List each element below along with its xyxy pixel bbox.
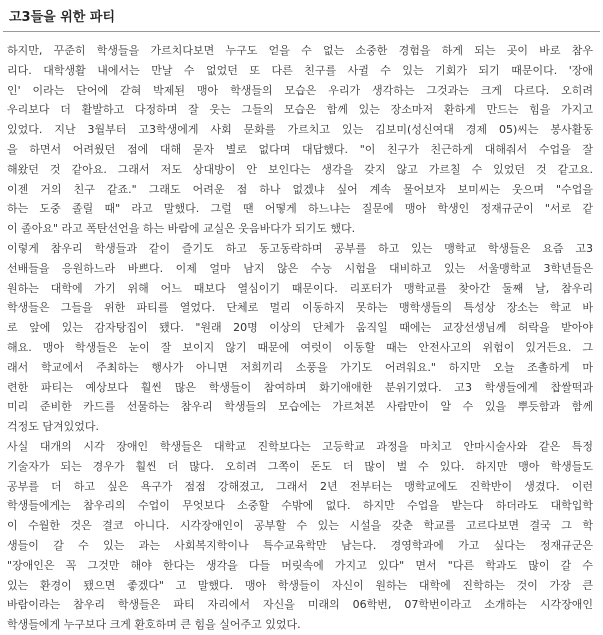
body-line: 생들이 갈 수 있는 과는 사회복지학이나 특수교육학만 남는다. 경영학과에 가고 싶다는 정재규군은	[7, 538, 593, 552]
body-line: 바람이라는 참우리 학생들은 파티 자리에서 자신을 미래의 06학번, 07학번이라고 소개하는 시각장애인	[7, 598, 593, 612]
body-line: "장애인은 꼭 그것만 해야 한다는 생각을 다들 머릿속에 가지고 있다" 면서 "다른 학과도 많이 갈 수	[7, 558, 593, 572]
body-line: 이렇게 참우리 학생들과 같이 즐기도 하고 동고동락하며 공부를 하고 있는 맹학교 학생들은 요즘 고3	[7, 241, 593, 255]
body-line: 학생들에게 누구보다 크게 환호하며 큰 힘을 실어주고 있었다.	[7, 618, 301, 632]
body-line: 을 하면서 어려웠던 점에 대해 묻자 별로 없다며 대답했다. "이 친구가 친근하게 대해줘서 수업을 잘	[7, 142, 593, 156]
body-line: 로 앞에 있는 감자탕집이 됐다. "원래 20명 이상의 단체가 움직일 때에는 교장선생님께 허락을 받아야	[7, 321, 593, 335]
body-line: 이 졸아요" 라고 폭탄선언을 하는 바람에 교실은 웃음바다가 되기도 했다.	[7, 222, 356, 236]
body-line: 하는 도중 졸릴 때" 라고 말했다. 그럴 땐 어떻게 하느냐는 질문에 맹아 학생인 정재규군이 "서로 같	[7, 202, 593, 216]
body-line: 기술자가 되는 경우가 훨씬 더 많다. 오히려 그쪽이 돈도 더 많이 벌 수 있다. 하지만 맹아 학생들도	[7, 459, 593, 473]
body-line: 리다. 대학생활 내에서는 만날 수 없었던 또 다른 친구를 사귈 수 있는 기회가 되기 때문이다. '장애	[7, 63, 593, 77]
article-title: 고3들을 위한 파티	[9, 10, 116, 25]
body-line: 있었다. 지난 3월부터 고3학생에게 사회 문화를 가르치고 있는 김보미(성신여대 경제 05)씨는 봉사활동	[7, 123, 593, 137]
article-body	[7, 41, 593, 635]
body-line: 학생들에게는 참우리의 수업이 무엇보다 소중할 수밖에 없다. 하지만 수업을 받는다 하더라도 대학입학	[7, 499, 593, 513]
body-line: 있는 환경이 됐으면 좋겠다" 고 말했다. 맹아 학생들이 자신이 원하는 대학에 진학하는 것이 가장 큰	[7, 578, 593, 592]
body-line: 걱정도 담겨있었다.	[7, 420, 100, 434]
body-line: 하지만, 꾸준히 학생들을 가르치다보면 누구도 얻을 수 없는 소중한 경험을 하게 되는 곳이 바로 참우	[7, 44, 593, 57]
title-divider	[3, 31, 600, 32]
body-line: 인' 이라는 단어에 갇혀 박제된 맹아 학생들의 모습은 우리가 생각하는 그것과는 크게 다르다. 오히려	[7, 83, 593, 97]
body-line: 해요. 맹아 학생들은 눈이 잘 보이지 않기 때문에 여럿이 이동할 때는 안전사고의 위험이 있거든요. 그	[7, 340, 593, 354]
body-line: 학생들은 그들을 위한 파티를 열었다. 단체로 멀리 이동하지 못하는 맹학생들의 특성상 장소는 학교 바	[7, 301, 593, 315]
body-line: 원하는 대학에 가기 위해 어느 때보다 열심이기 때문이다. 리포터가 맹학교를 찾아간 둘째 날, 참우리	[7, 281, 593, 295]
body-line: 해왔던 것 같아요. 그래서 저도 상대방이 안 보인다는 생각을 갖지 않고 가르칠 수 있었던 것 같고요.	[7, 162, 593, 176]
body-line: 래서 학교에서 주최하는 행사가 아니면 저희끼리 소풍을 가기도 어려워요." 하지만 오늘 조촐하게 마	[7, 360, 593, 374]
body-line: 이젠 거의 친구 같죠." 그래도 어려운 점 하나 없겠냐 싶어 계속 물어보자 보미씨는 웃으며 "수업을	[7, 182, 593, 196]
body-line: 이 수월한 것은 결코 아니다. 시각장애인이 공부할 수 있는 시설을 갖춘 학교를 고르다보면 결국 그 학	[7, 519, 593, 533]
body-line: 공부를 더 하고 싶은 욕구가 점점 강해졌고, 그래서 2년 전부터는 맹학교에도 진학반이 생겼다. 이런	[7, 479, 593, 493]
body-line: 련한 파티는 예상보다 훨씬 많은 학생들이 참여하며 화기애애한 분위기였다. 고3 학생들에게 찹쌀떡과	[7, 380, 593, 394]
body-line: 선배들을 응원하느라 바쁘다. 이제 얼마 남지 않은 수능 시험을 대비하고 있는 서울맹학교 3학년들은	[7, 261, 593, 275]
body-line: 사실 대개의 시각 장애인 학생들은 대학교 진학보다는 고등학교 과정을 마치고 안마시술사와 같은 특정	[7, 439, 593, 453]
body-line: 미리 준비한 카드를 선물하는 참우리 학생들의 모습에는 가르쳐본 사람만이 알 수 있을 뿌듯함과 함께	[7, 400, 593, 414]
body-line: 우리보다 더 활발하고 다정하며 잘 웃는 그들의 모습은 함께 있는 장소마저 환하게 만드는 힘을 가지고	[7, 103, 593, 117]
